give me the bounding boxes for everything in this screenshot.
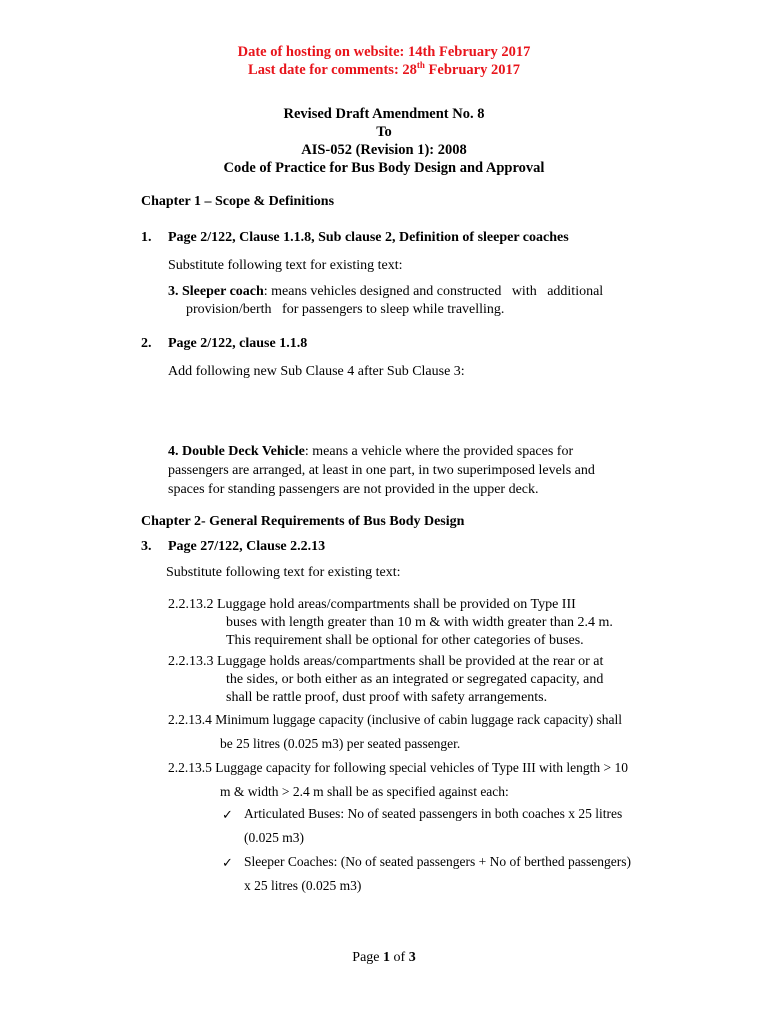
item-2-heading: Page 2/122, clause 1.1.8 <box>168 336 308 351</box>
title-line-1: Revised Draft Amendment No. 8 <box>283 106 485 122</box>
chapter-1-heading: Chapter 1 – Scope & Definitions <box>141 194 335 209</box>
item-2-number: 2. <box>141 336 152 351</box>
bullet-articulated-line-2: (0.025 m3) <box>244 830 304 845</box>
item-2-definition-line-1: 4. Double Deck Vehicle: means a vehicle where the provided spaces for <box>168 444 574 459</box>
item-1-number: 1. <box>141 230 152 245</box>
check-icon: ✓ <box>222 855 233 870</box>
item-1-heading: Page 2/122, Clause 1.1.8, Sub clause 2, Definition of sleeper coaches <box>168 230 569 245</box>
chapter-2-heading: Chapter 2- General Requirements of Bus Body Design <box>141 514 465 529</box>
bullet-articulated-line-1: Articulated Buses: No of seated passengers in both coaches x 25 litres <box>244 806 623 821</box>
bullet-sleeper-line-2: x 25 litres (0.025 m3) <box>244 878 362 893</box>
page-number: Page 1 of 3 <box>352 950 416 965</box>
title-line-2: To <box>376 124 392 140</box>
item-3-number: 3. <box>141 539 152 554</box>
item-2-definition-line-3: spaces for standing passengers are not provided in the upper deck. <box>168 482 539 497</box>
clause-2-2-13-2-line-2: buses with length greater than 10 m & with width greater than 2.4 m. <box>226 615 613 630</box>
clause-2-2-13-3-line-2: the sides, or both either as an integrated or segregated capacity, and <box>226 672 604 687</box>
clause-2-2-13-5-line-2: m & width > 2.4 m shall be as specified against each: <box>220 784 509 799</box>
item-1-definition-line-2: provision/berth for passengers to sleep while travelling. <box>186 302 505 317</box>
clause-2-2-13-3-line-1: 2.2.13.3 Luggage holds areas/compartments shall be provided at the rear or at <box>168 654 604 669</box>
clause-2-2-13-2-line-3: This requirement shall be optional for other categories of buses. <box>226 633 584 648</box>
clause-2-2-13-4-line-1: 2.2.13.4 Minimum luggage capacity (inclusive of cabin luggage rack capacity) shall <box>168 712 622 727</box>
clause-2-2-13-5-line-1: 2.2.13.5 Luggage capacity for following special vehicles of Type III with length > 10 <box>168 760 629 775</box>
clause-2-2-13-4-line-2: be 25 litres (0.025 m3) per seated passenger. <box>220 736 461 751</box>
item-1-instruction: Substitute following text for existing text: <box>168 258 403 273</box>
item-1-definition-line-1: 3. Sleeper coach: means vehicles designed and constructed with additional <box>168 284 604 299</box>
title-line-3: AIS-052 (Revision 1): 2008 <box>301 142 467 158</box>
clause-2-2-13-2-line-1: 2.2.13.2 Luggage hold areas/compartments shall be provided on Type III <box>168 597 576 612</box>
item-3-heading: Page 27/122, Clause 2.2.13 <box>168 539 326 554</box>
clause-2-2-13-3-line-3: shall be rattle proof, dust proof with safety arrangements. <box>226 690 548 705</box>
bullet-sleeper-line-1: Sleeper Coaches: (No of seated passengers + No of berthed passengers) <box>244 854 631 869</box>
hosting-date: Date of hosting on website: 14th February 2017 <box>237 44 531 60</box>
item-3-instruction: Substitute following text for existing text: <box>166 565 401 580</box>
item-2-instruction: Add following new Sub Clause 4 after Sub Clause 3: <box>168 364 465 379</box>
comments-deadline: Last date for comments: 28th February 2017 <box>248 60 520 78</box>
check-icon: ✓ <box>222 807 233 822</box>
title-line-4: Code of Practice for Bus Body Design and Approval <box>223 160 545 176</box>
item-2-definition-line-2: passengers are arranged, at least in one part, in two superimposed levels and <box>168 463 595 478</box>
